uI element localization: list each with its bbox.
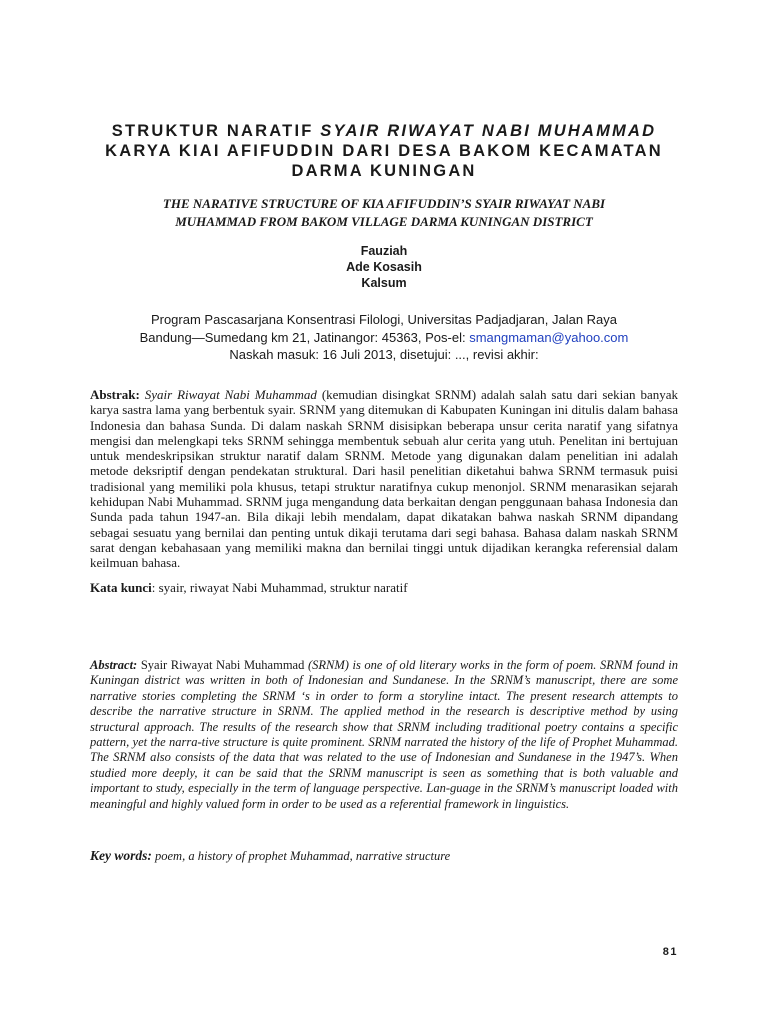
article-title <box>60 121 708 181</box>
affiliation-line-2 <box>90 329 678 347</box>
author-name: Ade Kosasih <box>346 260 422 274</box>
abstrak-section <box>90 387 678 571</box>
author-name: Fauziah <box>360 244 408 258</box>
title-line-2: KARYA KIAI AFIFUDDIN DARI DESA BAKOM KECAMATAN <box>105 142 663 160</box>
title-prefix: STRUKTUR NARATIF <box>111 122 321 140</box>
abstract-body: (SRNM) is one of old literary works in the form of poem. SRNM found in Kuningan district was written in both of Indonesian and Sundanese. In the SRNM’s manuscript, there are some narrative stories completing the SRNM ‘s in order to form a storyline intact. The present research attempts to describe the narrative structure in SRNM. The applied method in the research is descriptive method by using structural approach. The results of the research show that SRNM including traditional poetry contains a specific pattern, yet the narra-tive structure is quite prominent. SRNM narrated the history of the life of Prophet Muhammad. The SRNM also consists of the data that was related to the use of Indonesian and Sundanese in the 1947’s. When studied more deeply, it can be said that the SRNM manuscript is seen as something that is both valuable and important to study, especially in the term of language perspective. Lan-guage in the SRNM’s manuscript loaded with meaningful and highly valued form in order to be used as a referential framework in linguistics. <box>90 658 679 811</box>
english-title <box>80 195 688 231</box>
title-line-1 <box>60 121 708 141</box>
author-list <box>200 243 568 291</box>
author-name: Kalsum <box>361 276 407 290</box>
title-line-3: DARMA KUNINGAN <box>291 162 477 180</box>
key-words-section <box>90 848 678 864</box>
affiliation <box>90 311 678 364</box>
page-number: 81 <box>662 946 678 958</box>
abstrak-label: Abstrak: <box>90 387 140 402</box>
affiliation-line-1: Program Pascasarjana Konsentrasi Filologi, Universitas Padjadjaran, Jalan Raya <box>150 312 618 327</box>
key-words-label: Key words: <box>90 848 152 863</box>
abstract-label: Abstract: <box>90 658 138 672</box>
kata-kunci-section <box>90 580 678 596</box>
email-link[interactable]: smangmaman@yahoo.com <box>469 329 629 345</box>
affiliation-address: Bandung—Sumedang km 21, Jatinangor: 45363, Pos-el: <box>139 329 470 345</box>
abstract-title-plain: Syair Riwayat Nabi Muhammad <box>140 658 305 672</box>
english-title-line-2: MUHAMMAD FROM BAKOM VILLAGE DARMA KUNINGAN DISTRICT <box>175 214 593 229</box>
abstrak-body: (kemudian disingkat SRNM) adalah salah satu dari sekian banyak karya sastra lama yang berbentuk syair. SRNM yang ditemukan di Kabupaten Kuningan ini ditulis dalam bahasa Indonesia dan bahasa Sunda. Di dalam naskah SRNM disisipkan beberapa unsur cerita naratif yang sifatnya mengisi dan melengkapi teks SRNM sehingga membentuk sebuah alur cerita yang utuh. Penelitan ini bertujuan untuk mendeskripsikan struktur naratif dalam SRNM. Metode yang digunakan dalam penelitian ini adalah metode deksriptif dengan pendekatan struktural. Dari hasil penelitian diketahui bahwa SRNM termasuk puisi tradisional yang memiliki pola khusus, tetapi struktur naratifnya cukup menonjol. SRNM menarasikan sejarah kehidupan Nabi Muhammad. SRNM juga mengandung data berkaitan dengan penggunaan bahasa Indonesia dan Sunda pada tahun 1947-an. Bila dikaji lebih mendalam, dapat dikatakan bahwa naskah SRNM dipandang sebagai sesuatu yang bernilai dan penting untuk dikaji terutama dari segi bahasa. Bahasa dalam naskah SRNM sarat dengan kebahasaan yang memiliki makna dan bernilai tinggi untuk dijadikan kerangka referensial dalam keilmuan bahasa. <box>90 387 679 571</box>
submission-dates: Naskah masuk: 16 Juli 2013, disetujui: ..., revisi akhir: <box>229 347 539 362</box>
kata-kunci-label: Kata kunci <box>90 580 152 595</box>
key-words-body: poem, a history of prophet Muhammad, narrative structure <box>151 849 451 863</box>
abstract-section <box>90 658 678 812</box>
abstrak-title-italic: Syair Riwayat Nabi Muhammad <box>144 387 317 402</box>
english-title-line-1: THE NARATIVE STRUCTURE OF KIA AFIFUDDIN’S SYAIR RIWAYAT NABI <box>162 196 606 211</box>
kata-kunci-body: : syair, riwayat Nabi Muhammad, struktur naratif <box>151 580 408 595</box>
title-italic: SYAIR RIWAYAT NABI MUHAMMAD <box>320 122 657 140</box>
